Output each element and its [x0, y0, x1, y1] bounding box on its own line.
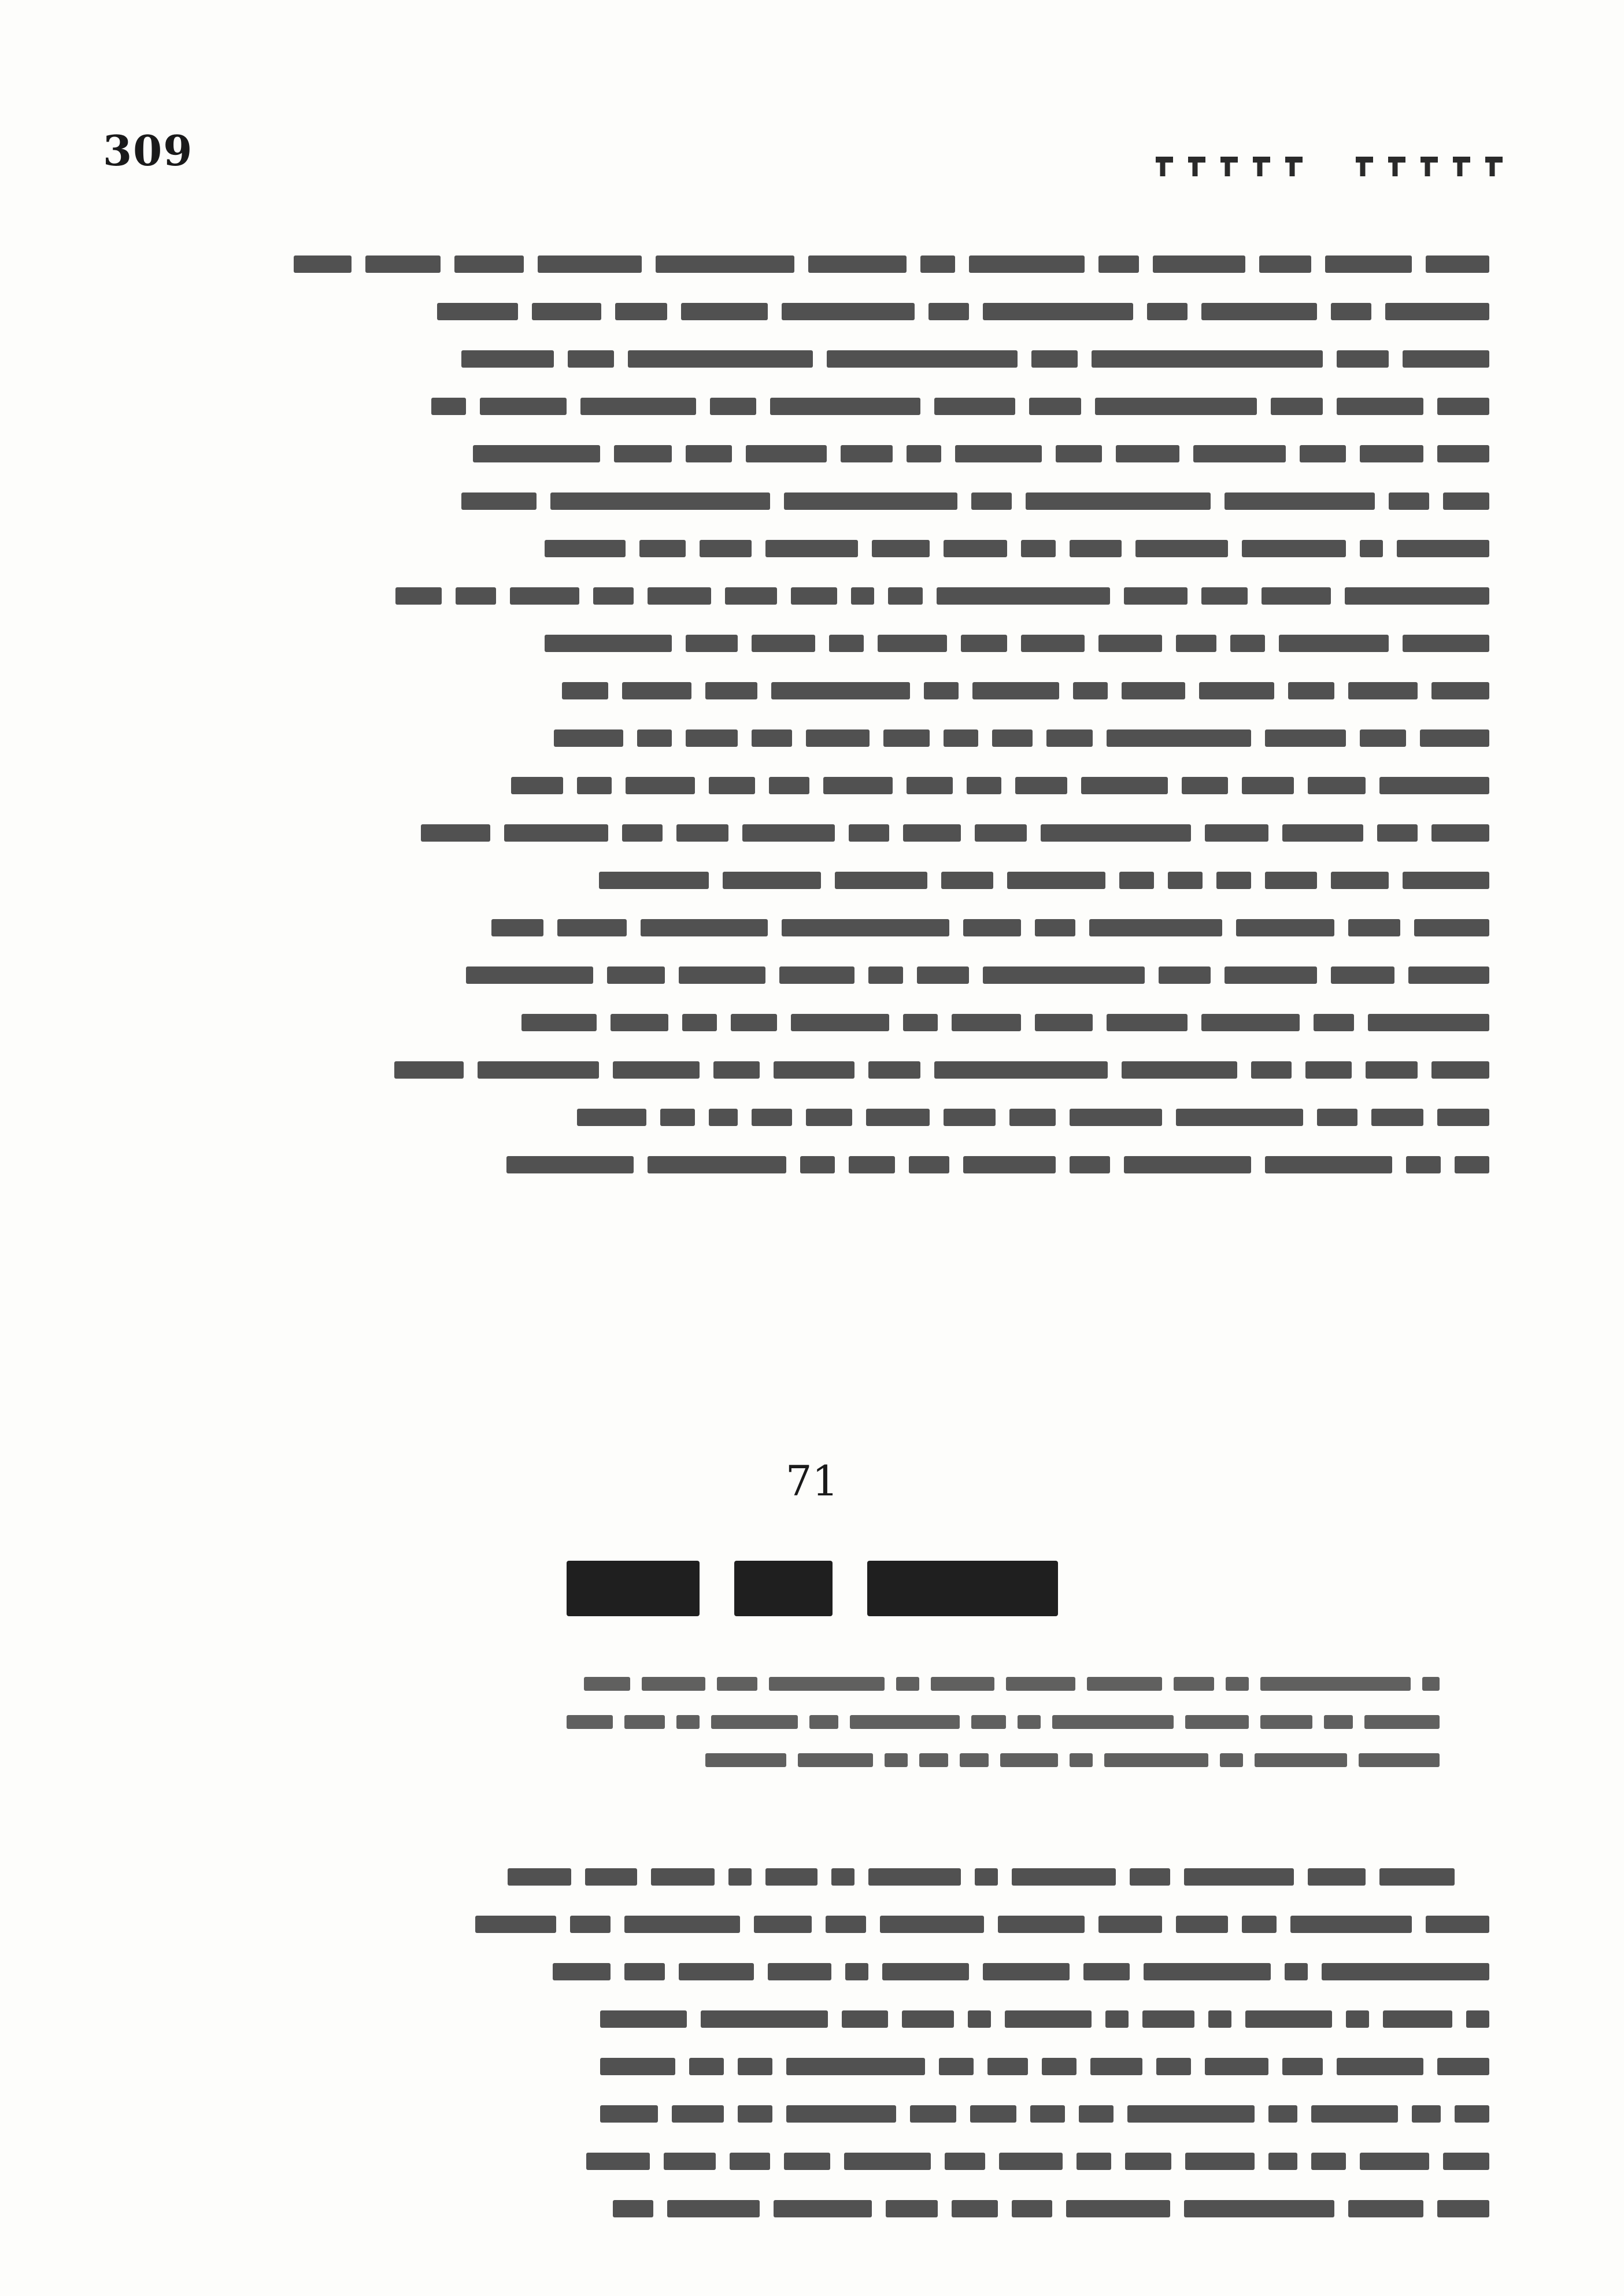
body-text-top [103, 254, 1489, 1202]
chapter-title [0, 1561, 1624, 1616]
chapter-summary [156, 1676, 1440, 1791]
page-number: 309 [103, 126, 194, 175]
chapter-number: 71 [785, 1457, 839, 1505]
running-head [1156, 155, 1503, 178]
body-text-bottom [103, 1867, 1489, 2246]
